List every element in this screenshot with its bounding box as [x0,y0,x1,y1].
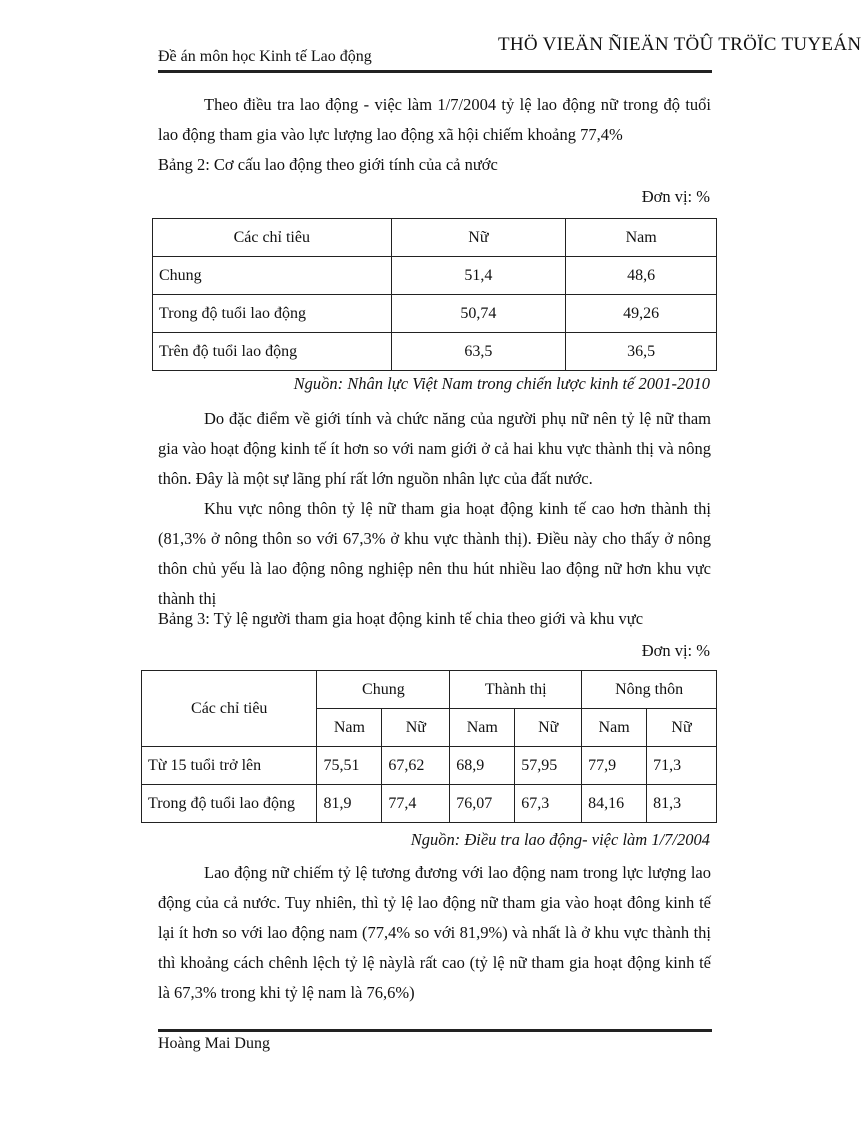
paragraph-1: Theo điều tra lao động - việc làm 1/7/2004 tỷ lệ lao động nữ trong độ tuổi lao động tham gia vào lực lượng lao động xã hội chiếm khoảng 77,4% [158,95,711,144]
table-row [153,257,717,295]
header-brand: THÖ VIEÄN ÑIEÄN TÖÛ TRÖÏC TUYEÁN [498,34,861,55]
table-subheader-cell: Nam [450,709,515,747]
header-rule [158,70,712,73]
header-title: Đề án môn học Kinh tế Lao động [158,48,372,65]
paragraph-3: Khu vực nông thôn tỷ lệ nữ tham gia hoạt động kinh tế cao hơn thành thị (81,3% ở nông thôn so với 67,3% ở khu vực thành thị). Điều này cho thấy ở nông thôn chủ yếu là lao động nông nghiệp nên thu hút nhiều lao động nữ hơn khu vực thành thị [158,499,711,608]
table3-unit: Đơn vị: % [641,641,710,660]
table-cell: 48,6 [566,257,717,295]
table2-source: Nguồn: Nhân lực Việt Nam trong chiến lược kinh tế 2001-2010 [293,374,710,393]
table-cell: 81,9 [317,785,382,823]
table-cell: 77,9 [582,747,647,785]
table-cell: Trong độ tuổi lao động [153,295,392,333]
table-row [153,333,717,371]
table-subheader-cell: Nữ [515,709,582,747]
table-cell: 76,07 [450,785,515,823]
paragraph-2: Do đặc điểm về giới tính và chức năng của người phụ nữ nên tỷ lệ nữ tham gia vào hoạt động kinh tế ít hơn so với nam giới ở cả hai khu vực thành thị và nông thôn. Đây là một sự lãng phí rất lớn nguồn nhân lực của đất nước. [158,409,711,488]
table-header-cell: Các chỉ tiêu [142,671,317,747]
table-cell: Trong độ tuổi lao động [142,785,317,823]
table-cell: Trên độ tuổi lao động [153,333,392,371]
table-2 [152,218,717,371]
table-cell: 84,16 [582,785,647,823]
table-cell: 67,3 [515,785,582,823]
table-cell: 63,5 [391,333,566,371]
table-cell: 57,95 [515,747,582,785]
table-header-row [153,219,717,257]
table2-unit: Đơn vị: % [641,187,710,206]
table-cell: 51,4 [391,257,566,295]
table-header-row [142,671,717,709]
table-3 [141,670,717,823]
table-cell: 67,62 [382,747,450,785]
table3-source: Nguồn: Điều tra lao động- việc làm 1/7/2004 [410,830,710,849]
footer-rule [158,1029,712,1032]
table-subheader-cell: Nữ [647,709,717,747]
table-subheader-cell: Nam [582,709,647,747]
table3-caption: Bảng 3: Tỷ lệ người tham gia hoạt động kinh tế chia theo giới và khu vực [158,609,644,628]
table-cell: 50,74 [391,295,566,333]
table-cell: 36,5 [566,333,717,371]
table-header-cell: Các chỉ tiêu [153,219,392,257]
table-cell: 71,3 [647,747,717,785]
table-header-cell: Nữ [391,219,566,257]
table-group-header: Thành thị [450,671,582,709]
table-cell: 49,26 [566,295,717,333]
table-cell: Chung [153,257,392,295]
table2-caption: Bảng 2: Cơ cấu lao động theo giới tính của cả nước [158,155,498,174]
table-cell: 77,4 [382,785,450,823]
table-subheader-cell: Nữ [382,709,450,747]
table-row [142,747,717,785]
table-group-header: Nông thôn [582,671,717,709]
footer-author: Hoàng Mai Dung [158,1035,270,1052]
table-group-header: Chung [317,671,450,709]
table-header-cell: Nam [566,219,717,257]
table-row [142,785,717,823]
table-cell: 68,9 [450,747,515,785]
table-subheader-cell: Nam [317,709,382,747]
table-cell: Từ 15 tuổi trở lên [142,747,317,785]
table-cell: 75,51 [317,747,382,785]
table-cell: 81,3 [647,785,717,823]
paragraph-4: Lao động nữ chiếm tỷ lệ tương đương với lao động nam trong lực lượng lao động của cả nước. Tuy nhiên, thì tỷ lệ lao động nữ tham gia vào hoạt đông kinh tế lại ít hơn so với lao động nam (77,4% so với 81,9%) và nhất là ở khu vực thành thị thì khoảng cách chênh lệch tỷ lệ nàylà rất cao (tỷ lệ nữ tham gia hoạt động kinh tế là 67,3% trong khi tỷ lệ nam là 76,6%) [158,863,711,1002]
table-row [153,295,717,333]
